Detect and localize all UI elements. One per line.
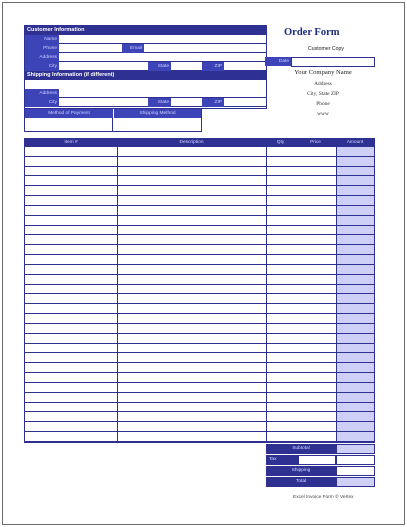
table-row[interactable] — [25, 226, 374, 236]
ship-state-field[interactable] — [171, 98, 202, 107]
company-web: www — [317, 111, 329, 117]
col-price: Price — [310, 140, 321, 145]
shipping-method-field[interactable] — [114, 118, 201, 131]
table-row[interactable] — [25, 196, 374, 206]
table-row[interactable] — [25, 186, 374, 196]
table-row[interactable] — [25, 324, 374, 334]
tax-label: Tax — [266, 455, 298, 465]
customer-info-panel — [24, 25, 267, 80]
ship-city-field[interactable] — [59, 98, 148, 107]
table-row[interactable] — [25, 363, 374, 373]
table-row[interactable] — [25, 334, 374, 344]
items-table — [24, 138, 375, 443]
zip-label: ZIP — [202, 62, 224, 71]
table-row[interactable] — [25, 304, 374, 314]
payment-method-label: Method of Payment — [25, 109, 113, 118]
company-phone: Phone — [316, 101, 330, 107]
date-field[interactable] — [291, 57, 375, 67]
table-row[interactable] — [25, 373, 374, 383]
divider-price-amount — [336, 139, 337, 442]
shipping-method-label: Shipping Method — [114, 109, 201, 118]
ship-city-label: City — [25, 98, 59, 107]
name-field[interactable] — [59, 35, 266, 44]
table-row[interactable] — [25, 265, 374, 275]
zip-field[interactable] — [224, 62, 266, 71]
table-row[interactable] — [25, 393, 374, 403]
table-row[interactable] — [25, 275, 374, 285]
city-label: City — [25, 62, 59, 71]
shipping-label: Shipping — [266, 466, 336, 476]
ship-zip-field[interactable] — [224, 98, 266, 107]
order-form-title: Order Form — [284, 27, 340, 38]
ship-address-label: Address — [25, 89, 59, 98]
divider-desc-qty — [266, 139, 267, 442]
col-qty: Qty — [276, 140, 285, 145]
phone-label: Phone — [25, 44, 59, 53]
state-field[interactable] — [171, 62, 202, 71]
table-row[interactable] — [25, 295, 374, 305]
total-value[interactable] — [336, 477, 375, 487]
table-row[interactable] — [25, 255, 374, 265]
phone-field[interactable] — [59, 44, 122, 53]
table-row[interactable] — [25, 422, 374, 432]
table-row[interactable] — [25, 157, 374, 167]
table-row[interactable] — [25, 285, 374, 295]
table-row[interactable] — [25, 344, 374, 354]
order-form-sheet — [2, 2, 405, 525]
tax-rate-field[interactable] — [298, 455, 336, 465]
table-row[interactable] — [25, 314, 374, 324]
payment-method-field[interactable] — [25, 118, 113, 131]
items-table-header — [25, 139, 374, 147]
email-label: Email — [122, 44, 144, 53]
table-row[interactable] — [25, 432, 374, 442]
col-description: Description — [179, 140, 204, 145]
table-row[interactable] — [25, 206, 374, 216]
ship-state-label: State — [148, 98, 171, 107]
date-label: Date — [265, 57, 291, 66]
address-label: Address — [25, 53, 59, 62]
company-address: Address — [314, 81, 332, 87]
divider-item-desc — [117, 139, 118, 442]
tax-value[interactable] — [336, 455, 375, 465]
shipping-value[interactable] — [336, 466, 375, 476]
footer-credit: Excel Invoice Form © Vertex — [293, 495, 354, 500]
table-row[interactable] — [25, 403, 374, 413]
table-row[interactable] — [25, 236, 374, 246]
items-rows — [25, 147, 374, 442]
address-field[interactable] — [59, 53, 266, 62]
table-row[interactable] — [25, 177, 374, 187]
city-field[interactable] — [59, 62, 148, 71]
table-row[interactable] — [25, 413, 374, 423]
shipping-info-header: Shipping Information (if different) — [25, 71, 266, 80]
table-row[interactable] — [25, 216, 374, 226]
state-label: State — [148, 62, 171, 71]
subtotal-value[interactable] — [336, 444, 375, 454]
ship-zip-label: ZIP — [202, 98, 224, 107]
customer-info-header: Customer Information — [25, 26, 266, 35]
shipping-info-panel — [24, 79, 267, 109]
total-label: Total — [266, 477, 336, 487]
table-row[interactable] — [25, 147, 374, 157]
name-label: Name — [25, 35, 59, 44]
col-amount: Amount — [346, 140, 364, 145]
customer-copy-label: Customer Copy — [307, 46, 345, 52]
table-row[interactable] — [25, 167, 374, 177]
email-field[interactable] — [144, 44, 266, 53]
table-row[interactable] — [25, 245, 374, 255]
table-row[interactable] — [25, 383, 374, 393]
col-item-number: Item # — [64, 140, 78, 145]
company-name: Your Company Name — [294, 69, 352, 76]
payment-shipping-method-panel — [24, 108, 202, 132]
table-row[interactable] — [25, 354, 374, 364]
subtotal-label: Subtotal — [266, 444, 336, 454]
company-city-state-zip: City, State ZIP — [307, 91, 339, 97]
ship-address-field[interactable] — [59, 89, 266, 98]
